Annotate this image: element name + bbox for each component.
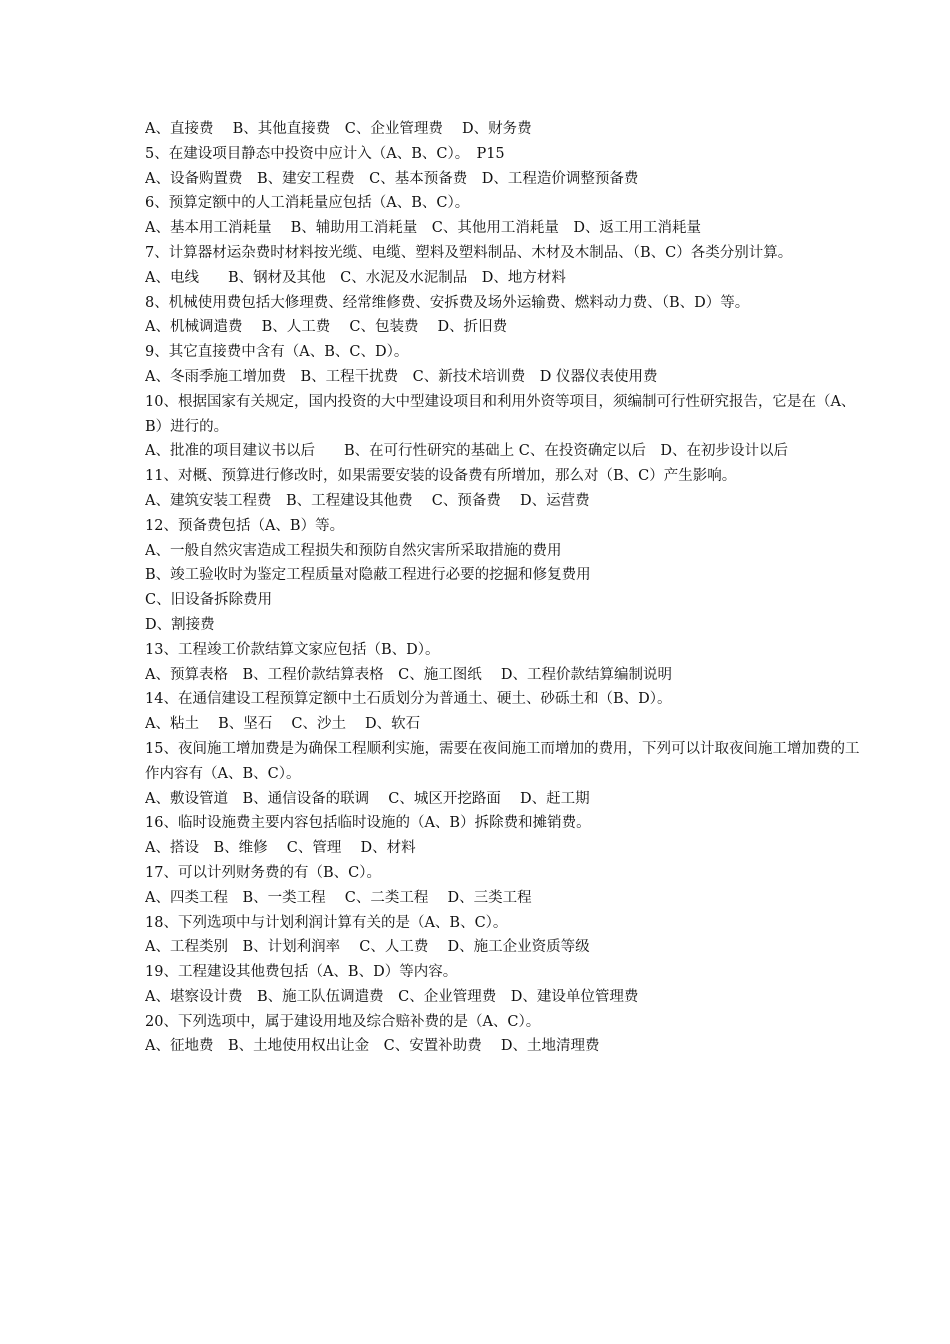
option-12-c: C、旧设备拆除费用 <box>145 592 273 609</box>
question-12: 12、预备费包括（A、B）等。 <box>145 517 345 534</box>
question-list <box>145 117 865 1059</box>
question-19: 19、工程建设其他费包括（A、B、D）等内容。 <box>145 964 458 981</box>
question-15: 15、夜间施工增加费是为确保工程顺利实施，需要在夜间施工而增加的费用，下列可以计取夜间施工增加费的工作内容有（A、B、C）。 <box>145 740 860 782</box>
options-line-13: A、预算表格 B、工程价款结算表格 C、施工图纸 D、工程价款结算编制说明 <box>145 666 672 683</box>
options-line-18: A、工程类别 B、计划利润率 C、人工费 D、施工企业资质等级 <box>145 939 590 956</box>
question-5: 5、在建设项目静态中投资中应计入（A、B、C）。 P15 <box>145 145 505 162</box>
options-line-15: A、敷设管道 B、通信设备的联调 C、城区开挖路面 D、赶工期 <box>145 790 590 807</box>
question-16: 16、临时设施费主要内容包括临时设施的（A、B）拆除费和摊销费。 <box>145 815 591 832</box>
option-12-a: A、一般自然灾害造成工程损失和预防自然灾害所采取措施的费用 <box>145 542 562 559</box>
options-line-17: A、四类工程 B、一类工程 C、二类工程 D、三类工程 <box>145 889 532 906</box>
options-line-19: A、堪察设计费 B、施工队伍调遣费 C、企业管理费 D、建设单位管理费 <box>145 988 639 1005</box>
options-line-10: A、批准的项目建议书以后 B、在可行性研究的基础上 C、在投资确定以后 D、在初步设计以后 <box>145 443 788 460</box>
options-line-7: A、电线 B、钢材及其他 C、水泥及水泥制品 D、地方材料 <box>145 269 566 286</box>
options-line-8: A、机械调遣费 B、人工费 C、包装费 D、折旧费 <box>145 319 508 336</box>
options-line-20: A、征地费 B、土地使用权出让金 C、安置补助费 D、土地清理费 <box>145 1038 600 1055</box>
question-11: 11、对概、预算进行修改时，如果需要安装的设备费有所增加，那么对（B、C）产生影响。 <box>145 468 737 485</box>
question-17: 17、可以计列财务费的有（B、C）。 <box>145 864 381 881</box>
options-line-16: A、搭设 B、维修 C、管理 D、材料 <box>145 840 416 857</box>
question-6: 6、预算定额中的人工消耗量应包括（A、B、C）。 <box>145 195 470 212</box>
question-7: 7、计算器材运杂费时材料按光缆、电缆、塑料及塑料制品、木材及木制品、（B、C）各类分别计算。 <box>145 244 793 261</box>
options-line-9: A、冬雨季施工增加费 B、工程干扰费 C、新技术培训费 D 仪器仪表使用费 <box>145 368 658 385</box>
question-9: 9、其它直接费中含有（A、B、C、D）。 <box>145 344 409 361</box>
question-18: 18、下列选项中与计划利润计算有关的是（A、B、C）。 <box>145 914 508 931</box>
options-line-14: A、粘土 B、坚石 C、沙土 D、软石 <box>145 716 421 733</box>
option-12-b: B、竣工验收时为鉴定工程质量对隐蔽工程进行必要的挖掘和修复费用 <box>145 567 591 584</box>
options-line-6: A、基本用工消耗量 B、辅助用工消耗量 C、其他用工消耗量 D、返工用工消耗量 <box>145 220 701 237</box>
options-line-11: A、建筑安装工程费 B、工程建设其他费 C、预备费 D、运营费 <box>145 492 590 509</box>
question-14: 14、在通信建设工程预算定额中土石质划分为普通土、硬土、砂砾土和（B、D）。 <box>145 691 672 708</box>
question-10: 10、根据国家有关规定，国内投资的大中型建设项目和利用外资等项目，须编制可行性研究报告，它是在（A、B）进行的。 <box>145 393 856 435</box>
question-8: 8、机械使用费包括大修理费、经常维修费、安拆费及场外运输费、燃料动力费、（B、D）等。 <box>145 294 750 311</box>
options-line-5: A、设备购置费 B、建安工程费 C、基本预备费 D、工程造价调整预备费 <box>145 170 639 187</box>
options-line-4: A、直接费 B、其他直接费 C、企业管理费 D、财务费 <box>145 121 532 137</box>
question-13: 13、工程竣工价款结算文家应包括（B、D）。 <box>145 641 440 658</box>
option-12-d: D、割接费 <box>145 616 215 633</box>
question-20: 20、下列选项中，属于建设用地及综合赔补费的是（A、C）。 <box>145 1013 541 1030</box>
